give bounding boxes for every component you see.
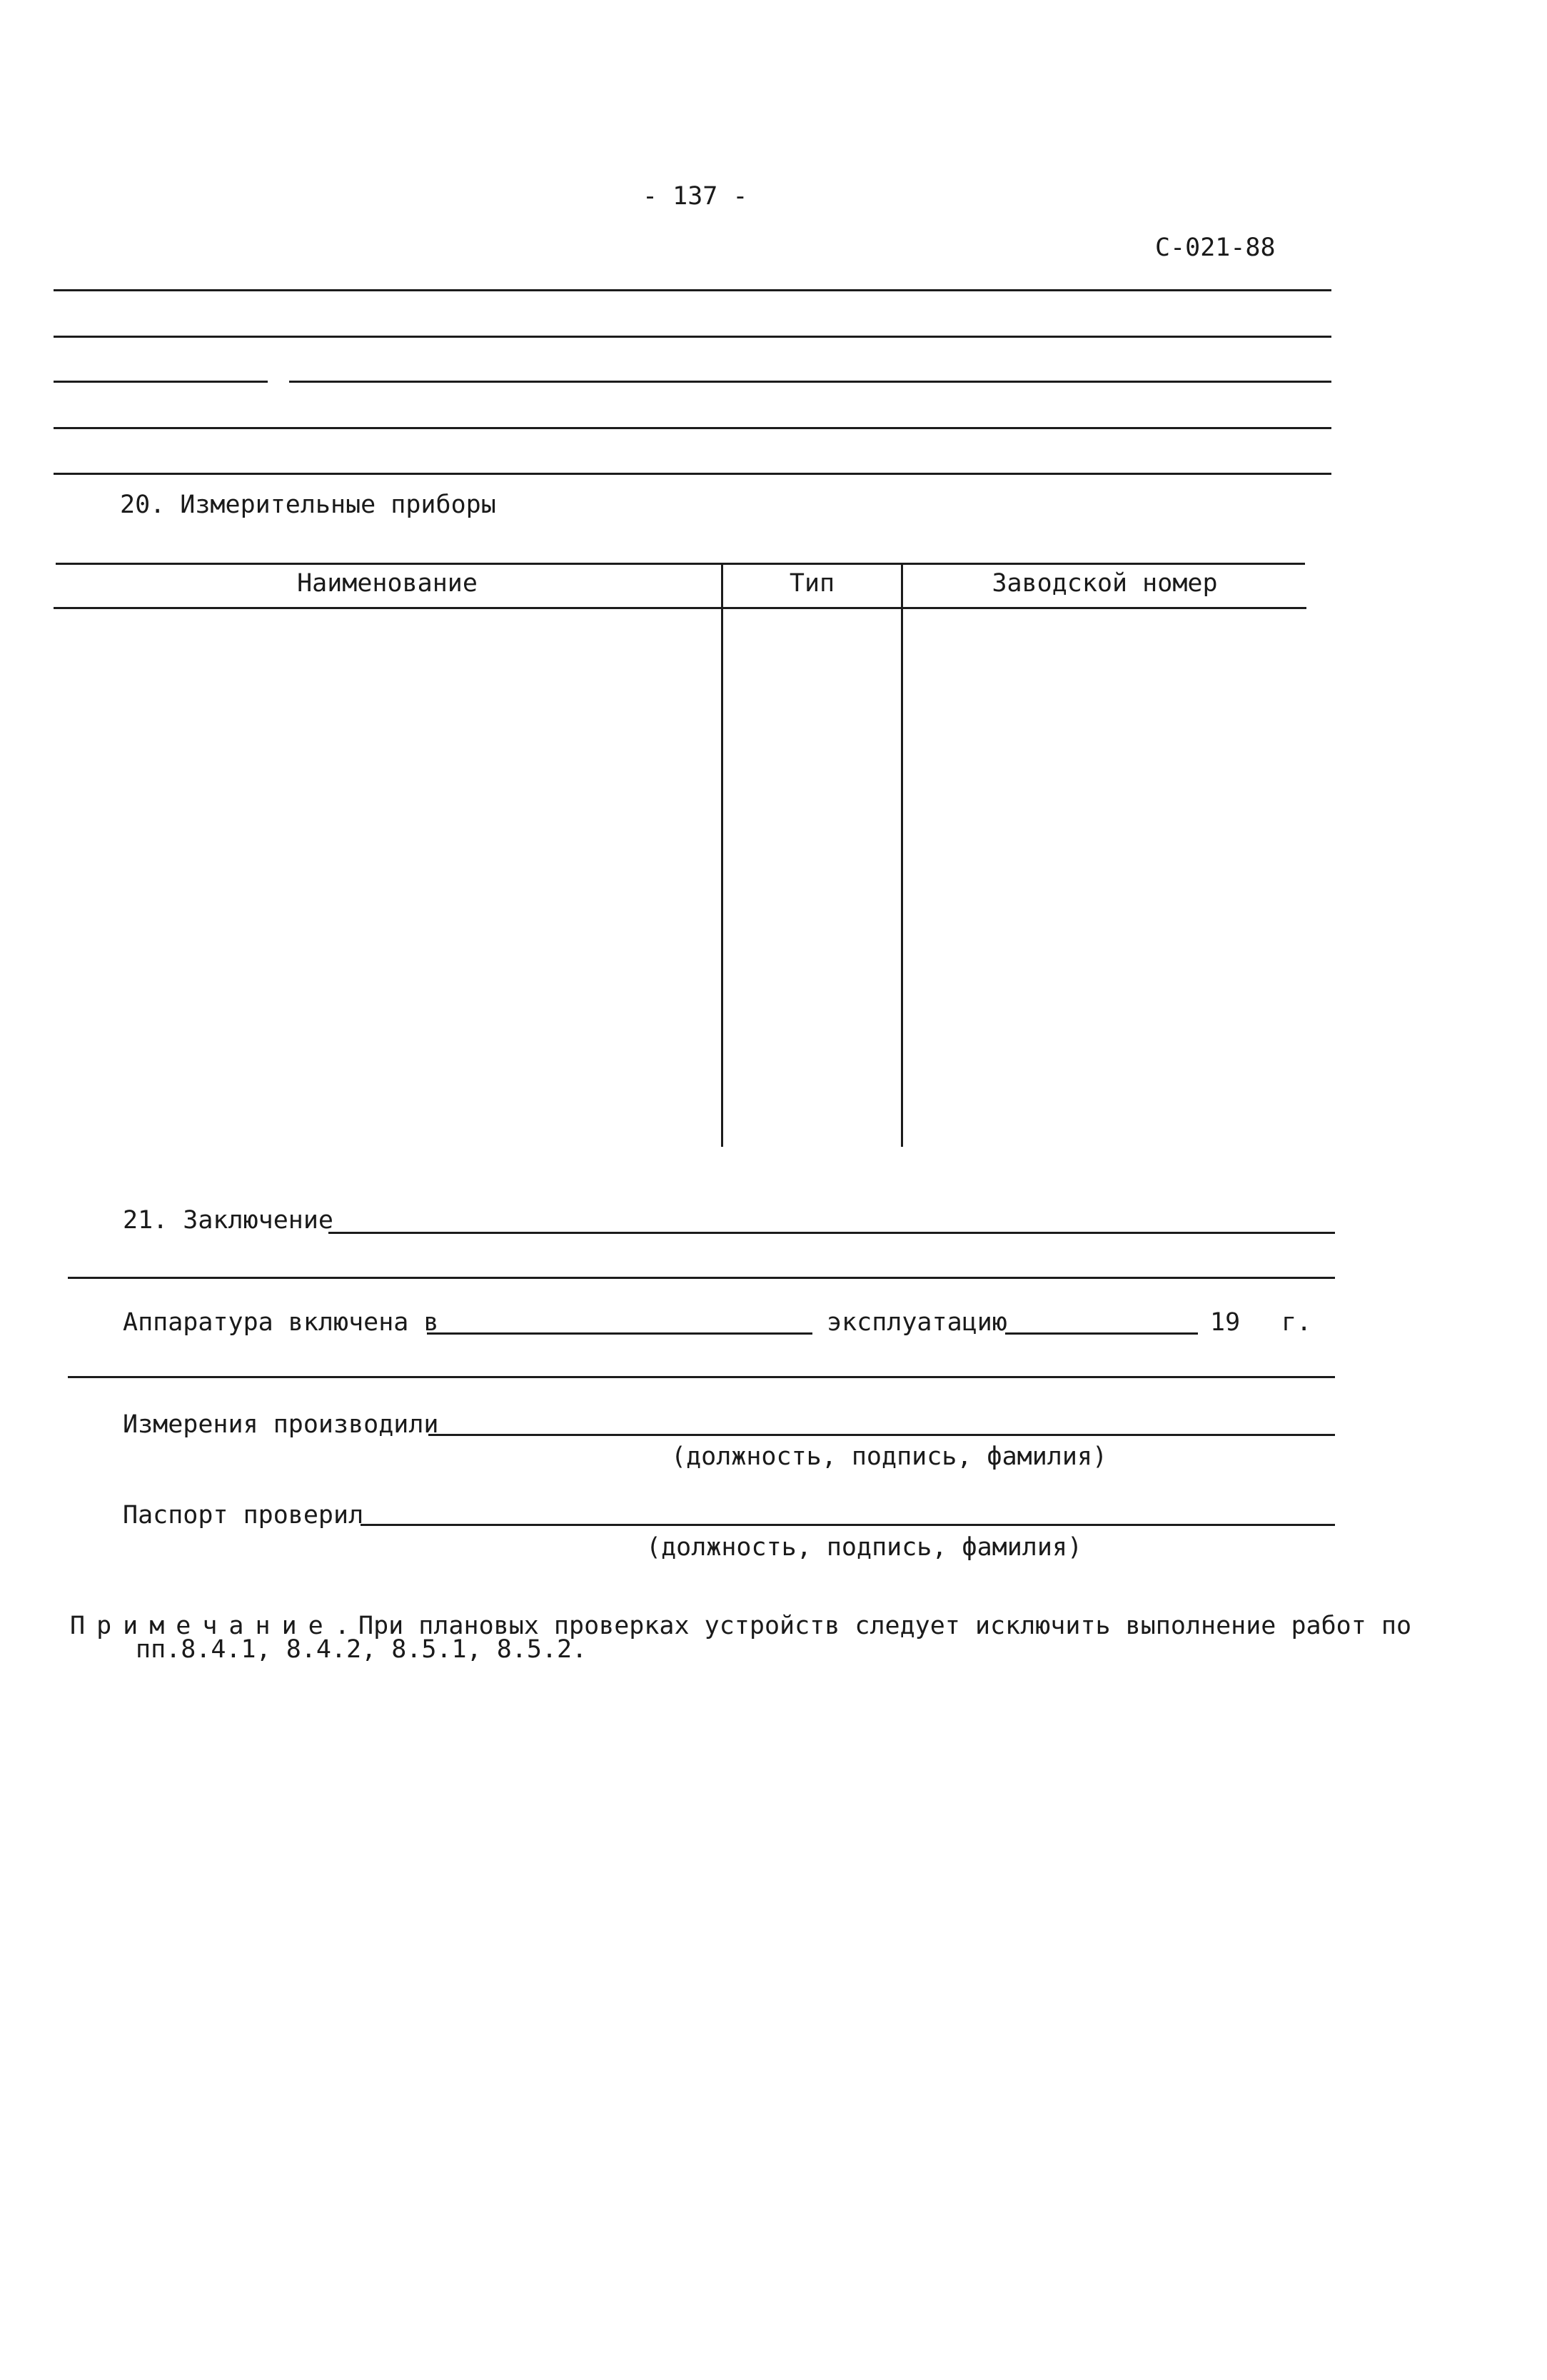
ruled-line — [54, 381, 268, 383]
note-text-line1: При плановых проверках устройств следует исключить выполнение работ по — [358, 1612, 1412, 1640]
passport-label: Паспорт проверил — [123, 1501, 364, 1530]
note-label: Примечание. — [70, 1612, 361, 1640]
apparatus-label: Аппаратура включена в — [123, 1308, 439, 1337]
ruled-line — [54, 336, 1331, 338]
operation-label: эксплуатацию — [827, 1308, 1007, 1337]
ruled-line — [68, 1277, 1335, 1279]
date-blank[interactable] — [1005, 1332, 1198, 1335]
ruled-line — [54, 473, 1331, 475]
signature-hint: (должность, подпись, фамилия) — [646, 1533, 1083, 1562]
apparatus-blank[interactable] — [427, 1332, 812, 1335]
table-column-divider — [721, 563, 723, 1147]
section-20-title: 20. Измерительные приборы — [120, 491, 496, 519]
column-header-type: Тип — [789, 569, 835, 598]
ruled-line — [289, 381, 1331, 383]
table-header-rule — [54, 607, 1306, 609]
ruled-line — [68, 1376, 1335, 1378]
section-21-title: 21. Заключение — [123, 1206, 334, 1235]
ruled-line — [54, 289, 1331, 291]
year-prefix: 19 — [1210, 1308, 1241, 1337]
table-column-divider — [901, 563, 903, 1147]
table-top-rule — [56, 563, 1305, 565]
column-header-name: Наименование — [297, 569, 478, 598]
ruled-line — [54, 427, 1331, 429]
document-code: С-021-88 — [1155, 234, 1276, 262]
measurements-label: Измерения производили — [123, 1410, 439, 1439]
conclusion-blank[interactable] — [328, 1232, 1335, 1234]
signature-hint: (должность, подпись, фамилия) — [671, 1442, 1108, 1471]
column-header-serial: Заводской номер — [992, 569, 1218, 598]
page-number: - 137 - — [643, 182, 748, 211]
year-suffix: г. — [1281, 1308, 1312, 1337]
passport-blank[interactable] — [361, 1524, 1335, 1526]
measurements-blank[interactable] — [428, 1434, 1335, 1436]
note-text-line2: пп.8.4.1, 8.4.2, 8.5.1, 8.5.2. — [136, 1635, 588, 1664]
